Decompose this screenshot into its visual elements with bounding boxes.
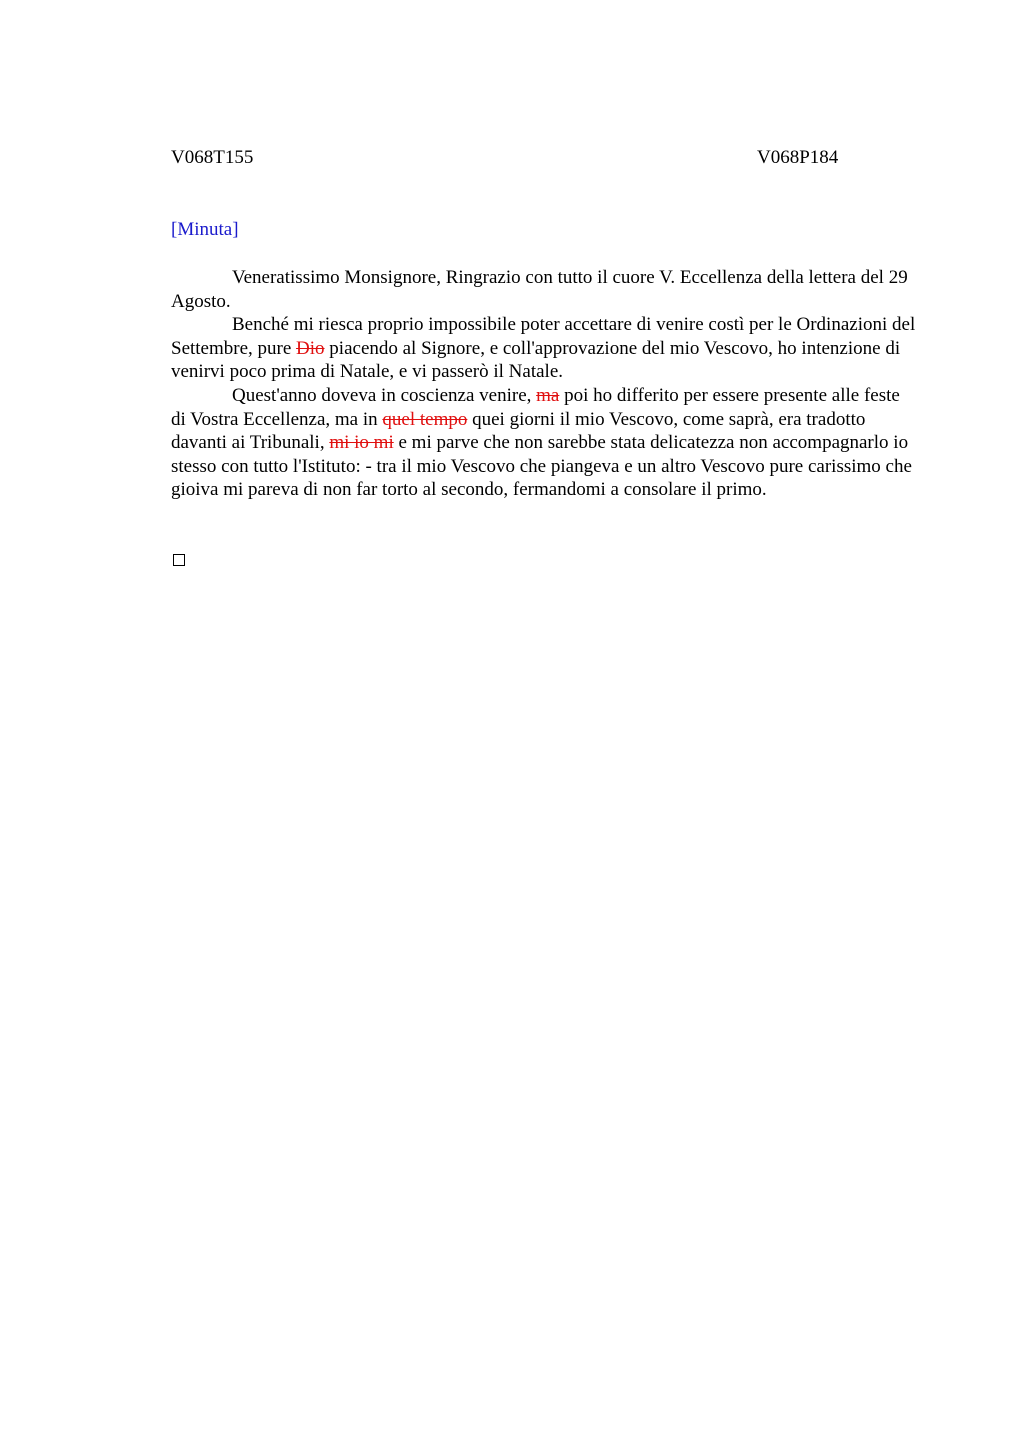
letter-body [171, 266, 916, 502]
document-code-right: V068P184 [757, 147, 839, 168]
text-segment: Benché mi riesca proprio impossibile poter accettare di venire costì per le Ordinazioni del Settembre, pure [171, 314, 916, 359]
text-segment: Veneratissimo Monsignore, Ringrazio con tutto il cuore V. Eccellenza della lettera del 29 Agosto. [171, 267, 908, 312]
text-segment: piacendo al Signore, e coll'approvazione del mio Vescovo, ho intenzione di venirvi poco prima di Natale, e vi passerò il Natale. [171, 337, 901, 383]
text-segment: quei giorni il mio Vescovo, come saprà, era tradotto davanti ai Tribunali, [171, 408, 866, 454]
deleted-text: Dio [296, 337, 325, 359]
paragraph-2 [171, 313, 916, 384]
deleted-text: ma [536, 384, 560, 406]
document-code-left: V068T155 [171, 147, 254, 168]
paragraph-3 [171, 384, 916, 502]
text-segment: e mi parve che non sarebbe stata delicatezza non accompagnarlo io stesso con tutto l'Istituto: - tra il mio Vescovo che piangeva e un altro Vescovo pure carissimo che gioiva mi pareva di non far torto al secondo, fermandomi a consolare il primo. [171, 432, 912, 501]
deleted-text: mi io mi [329, 432, 394, 454]
text-segment: Quest'anno doveva in coscienza venire, [232, 384, 537, 406]
document-header [171, 146, 916, 170]
deleted-text: quel tempo [382, 408, 468, 430]
square-outline-icon [173, 554, 185, 566]
text-segment: poi ho differito per essere presente alle feste di Vostra Eccellenza, ma in [171, 384, 900, 430]
minuta-label: [Minuta] [171, 219, 239, 240]
paragraph-1 [171, 266, 916, 313]
